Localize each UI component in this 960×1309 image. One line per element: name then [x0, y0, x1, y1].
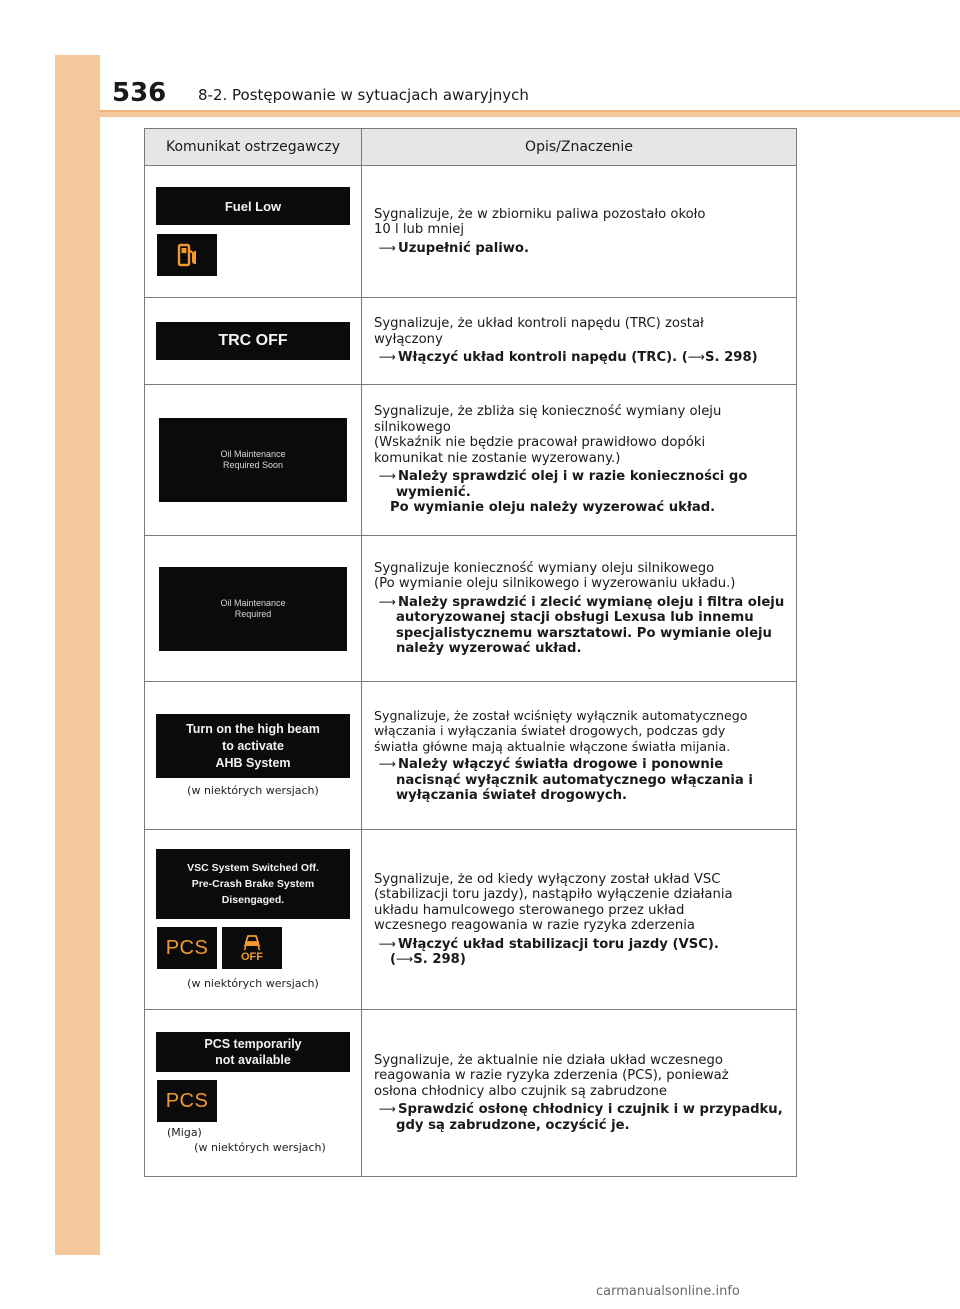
display-line: to activate	[222, 738, 284, 753]
action-label: Sprawdzić osłonę chłodnicy i czujnik i w przypadku, gdy są zabrudzone, oczyścić je.	[396, 1102, 783, 1133]
action-text	[374, 469, 786, 500]
display-line: PCS temporarily	[204, 1037, 302, 1051]
display-message	[156, 849, 350, 919]
description-line: wczesnego reagowania w razie ryzyka zderzenia	[374, 918, 695, 933]
display-line: not available	[215, 1053, 291, 1067]
table-header-row	[145, 129, 797, 166]
display-line: Oil Maintenance	[220, 597, 286, 608]
side-accent-band	[55, 55, 100, 1255]
description-line: układu hamulcowego sterowanego przez układ	[374, 902, 685, 918]
arrow-icon: ⟶	[378, 350, 396, 365]
display-message	[156, 1032, 350, 1072]
table-row	[145, 830, 797, 1010]
column-header-message: Komunikat ostrzegawczy	[145, 129, 362, 166]
display-line: VSC System Switched Off.	[187, 862, 319, 874]
meaning-cell	[362, 385, 797, 536]
page-number: 536	[112, 78, 167, 108]
description-line: Sygnalizuje konieczność wymiany oleju silnikowego	[374, 560, 715, 576]
arrow-icon: ⟶	[396, 952, 414, 966]
display-line: Disengaged.	[221, 894, 285, 906]
arrow-icon: ⟶	[687, 350, 705, 365]
description-line: reagowania w razie ryzyka zderzenia (PCS), ponieważ	[374, 1068, 729, 1084]
blink-note: (Miga)	[167, 1126, 202, 1139]
action-label: Włączyć układ kontroli napędu (TRC). (	[398, 350, 688, 366]
description-line: Sygnalizuje, że w zbiorniku paliwa pozostało około	[374, 206, 706, 222]
action-text	[374, 595, 786, 657]
arrow-icon: ⟶	[378, 469, 396, 484]
version-note: (w niektórych wersjach)	[187, 784, 319, 797]
action-label: Włączyć układ stabilizacji toru jazdy (VSC).	[398, 936, 719, 952]
action-label: Należy sprawdzić olej i w razie konieczności go wymienić.	[396, 469, 748, 500]
arrow-icon: ⟶	[378, 936, 396, 951]
meaning-cell	[362, 536, 797, 682]
display-line: Required	[234, 608, 272, 619]
car-skid-icon	[241, 933, 263, 951]
display-message: Fuel Low	[156, 187, 350, 225]
message-image-cell	[145, 536, 362, 682]
section-title: 8-2. Postępowanie w sytuacjach awaryjnych	[198, 86, 529, 104]
meaning-cell	[362, 166, 797, 298]
display-message	[156, 714, 350, 778]
description-line: (stabilizacji toru jazdy), nastąpiło wyłączenie działania	[374, 887, 733, 902]
message-image-cell	[145, 1010, 362, 1177]
display-message	[159, 567, 347, 651]
table-row	[145, 682, 797, 830]
message-image-cell	[145, 166, 362, 298]
description-line: komunikat nie zostanie wyzerowany.)	[374, 450, 621, 466]
description-line: (Po wymianie oleju silnikowego i wyzerowaniu układu.)	[374, 576, 736, 591]
display-line: AHB System	[215, 755, 291, 770]
arrow-icon: ⟶	[378, 1102, 396, 1117]
display-message	[159, 418, 347, 502]
table-row	[145, 166, 797, 298]
pcs-label: PCS	[165, 936, 209, 959]
action-text	[374, 350, 786, 366]
table-row	[145, 536, 797, 682]
table-row	[145, 1010, 797, 1177]
table-row	[145, 385, 797, 536]
display-line: Oil Maintenance	[220, 449, 286, 459]
description-line: silnikowego	[374, 419, 451, 435]
description-line: osłona chłodnicy albo czujnik są zabrudzone	[374, 1083, 668, 1099]
warning-messages-table	[144, 128, 797, 1177]
display-line: Turn on the high beam	[186, 721, 320, 736]
description-line: włączania i wyłączania świateł drogowych, podczas gdy	[374, 723, 726, 738]
description-line: światła główne mają aktualnie włączone światła mijania.	[374, 738, 731, 754]
action-label: Należy sprawdzić i zlecić wymianę oleju i filtra oleju autoryzowanej stacji obsługi Lexusa lub innemu specjalistycznemu warsztatowi. Po wymianie oleju należy wyzerować układ.	[396, 594, 785, 656]
display-line: Required Soon	[222, 460, 284, 470]
version-note: (w niektórych wersjach)	[194, 1141, 326, 1154]
page-reference: S. 298)	[413, 952, 466, 967]
page-reference: S. 298)	[705, 350, 758, 366]
off-label: OFF	[241, 951, 263, 963]
paren-open: (	[390, 952, 397, 967]
description-line: Sygnalizuje, że aktualnie nie działa układ wczesnego	[374, 1052, 723, 1068]
action-text	[374, 1102, 786, 1133]
arrow-icon: ⟶	[378, 757, 396, 771]
pcs-indicator-icon	[157, 1080, 217, 1122]
message-image-cell	[145, 682, 362, 830]
meaning-cell	[362, 298, 797, 385]
description-line: Sygnalizuje, że został wciśnięty wyłącznik automatycznego	[374, 707, 748, 723]
fuel-pump-icon	[157, 234, 217, 276]
meaning-cell	[362, 1010, 797, 1177]
version-note: (w niektórych wersjach)	[187, 977, 319, 990]
action-followup: Po wymianie oleju należy wyzerować układ.	[390, 500, 716, 516]
pcs-indicator-icon	[157, 927, 217, 969]
watermark: carmanualsonline.info	[596, 1284, 740, 1299]
message-image-cell	[145, 830, 362, 1010]
action-text	[374, 241, 786, 257]
column-header-meaning: Opis/Znaczenie	[362, 129, 797, 166]
arrow-icon: ⟶	[378, 240, 396, 255]
description-line: 10 l lub mniej	[374, 222, 465, 238]
message-image-cell	[145, 298, 362, 385]
description-line: wyłączony	[374, 331, 443, 347]
description-line: Sygnalizuje, że układ kontroli napędu (TRC) został	[374, 316, 704, 332]
action-text	[374, 937, 786, 953]
meaning-cell	[362, 682, 797, 830]
action-label: Należy włączyć światła drogowe i ponownie nacisnąć wyłącznik automatycznego włączania i wyłączania świateł drogowych.	[396, 757, 753, 803]
car-skid-off-icon	[222, 927, 282, 969]
display-message: TRC OFF	[156, 322, 350, 360]
action-label: Uzupełnić paliwo.	[398, 240, 529, 256]
message-image-cell	[145, 385, 362, 536]
pcs-label: PCS	[165, 1089, 209, 1112]
description-line: (Wskaźnik nie będzie pracował prawidłowo dopóki	[374, 435, 706, 451]
table-row	[145, 298, 797, 385]
description-line: Sygnalizuje, że od kiedy wyłączony został układ VSC	[374, 871, 721, 887]
display-line: Pre-Crash Brake System	[191, 878, 315, 890]
meaning-cell	[362, 830, 797, 1010]
page-reference-line	[374, 952, 786, 968]
arrow-icon: ⟶	[378, 594, 396, 609]
description-line: Sygnalizuje, że zbliża się konieczność wymiany oleju	[374, 404, 722, 420]
action-text	[374, 757, 786, 804]
header-rule	[100, 110, 960, 112]
